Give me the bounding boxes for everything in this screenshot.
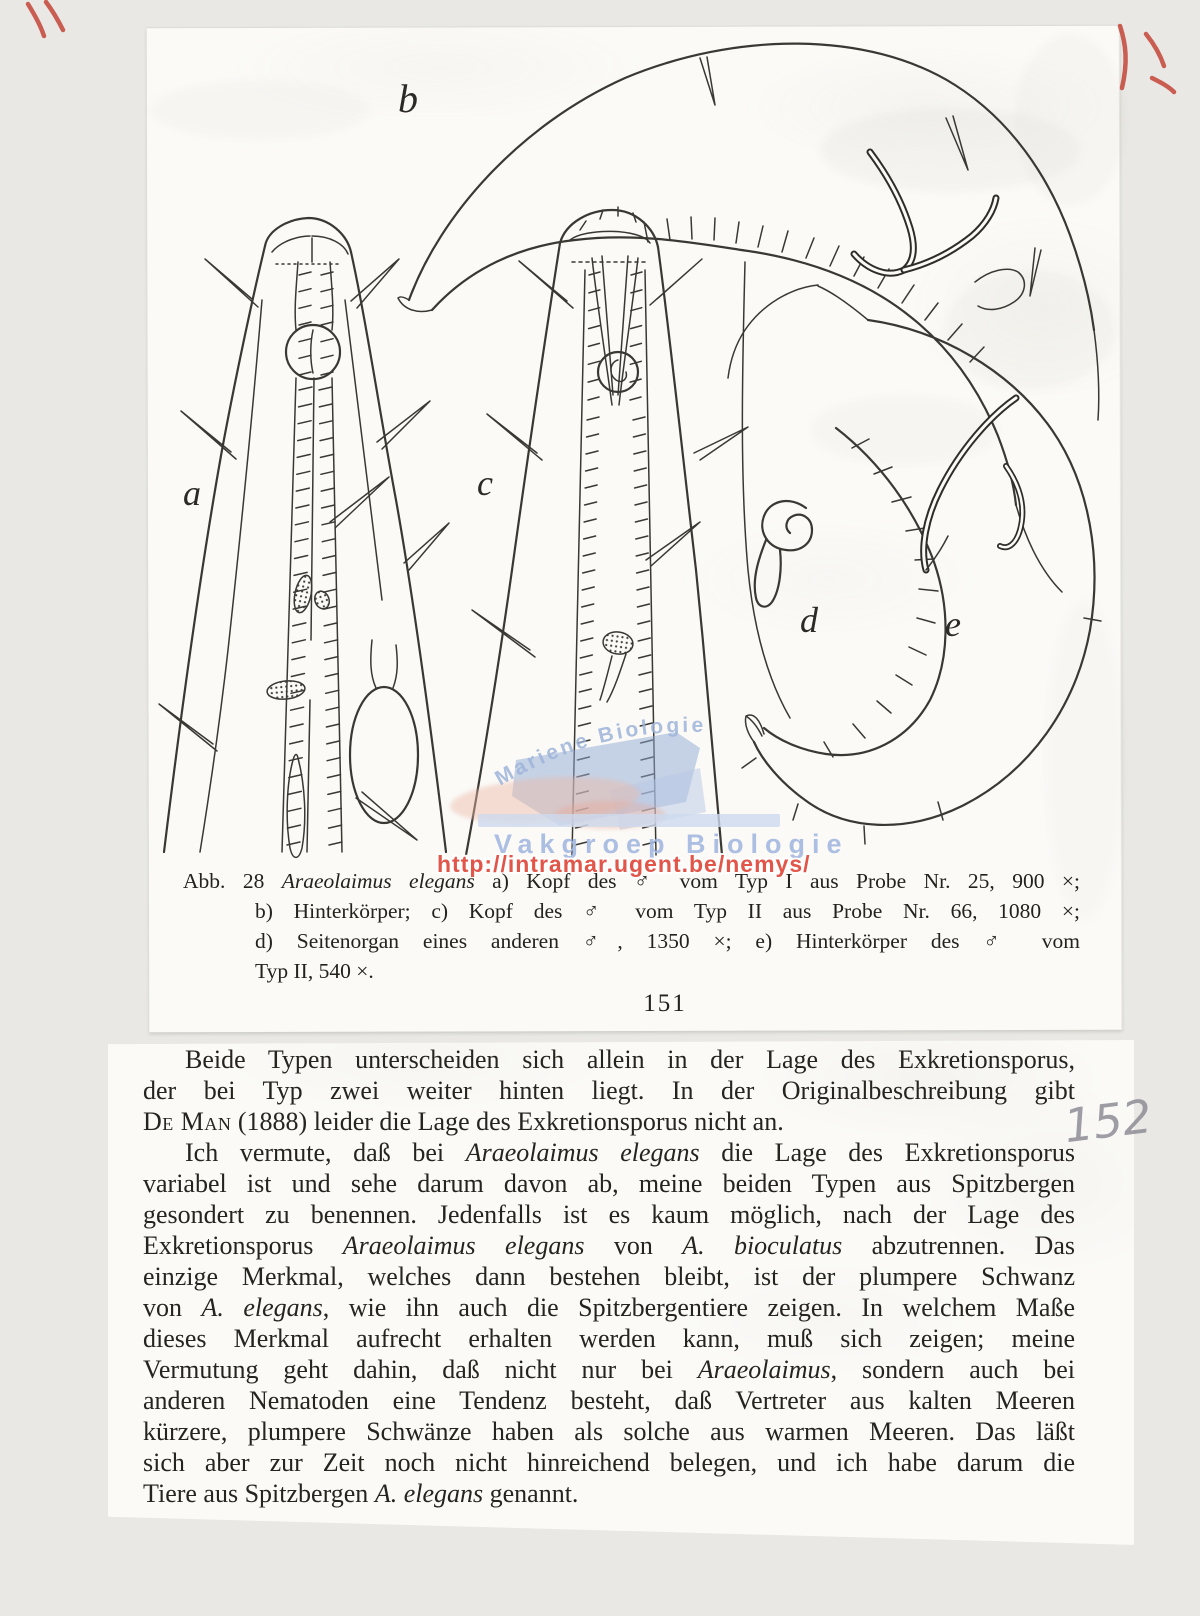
body-line: Ich vermute, daß bei Araeolaimus elegans die Lage des Exkretionsporus [185, 1138, 1075, 1167]
figure-label-d: d [800, 600, 818, 640]
watermark-logo [437, 714, 849, 877]
caption-line: b) Hinterkörper; c) Kopf des ♂ vom Typ II aus Probe Nr. 66, 1080 ×; [255, 899, 1080, 923]
handwritten-page-note: 152 [1061, 1088, 1155, 1154]
body-line: anderen Nematoden eine Tendenz besteht, daß Vertreter aus kalten Meeren [143, 1386, 1075, 1415]
body-line: Beide Typen unterscheiden sich allein in der Lage des Exkretionsporus, [185, 1045, 1075, 1074]
body-line: gesondert zu benennen. Jedenfalls ist es kaum möglich, nach der Lage des [143, 1200, 1075, 1229]
red-ink-marks-top-left [28, 2, 63, 36]
figure-label-e: e [945, 604, 961, 644]
body-line: kürzere, plumpere Schwänze haben als solche aus warmen Meeren. Das läßt [143, 1417, 1075, 1446]
watermark-dept-text: Vakgroep Biologie [494, 829, 849, 859]
body-line: der bei Typ zwei weiter hinten liegt. In der Originalbeschreibung gibt [143, 1076, 1075, 1105]
page-number: 151 [643, 990, 687, 1017]
body-text [143, 1044, 1075, 1509]
caption-line: d) Seitenorgan eines anderen ♂, 1350 ×; e) Hinterkörper des ♂ vom [255, 929, 1080, 953]
body-line: Tiere aus Spitzbergen A. elegans genannt. [143, 1479, 579, 1508]
watermark-arc-text: Mariene Biologie [491, 713, 707, 791]
caption-line: Typ II, 540 ×. [255, 959, 374, 983]
body-line: von A. elegans, wie ihn auch die Spitzbergentiere zeigen. In welchem Maße [143, 1293, 1075, 1322]
red-ink-marks-right-edge [1120, 26, 1174, 92]
body-line: einzige Merkmal, welches dann bestehen bleibt, ist der plumpere Schwanz [143, 1262, 1075, 1291]
body-line: Exkretionsporus Araeolaimus elegans von A. bioculatus abzutrennen. Das [143, 1231, 1075, 1260]
figure-caption [183, 866, 1080, 986]
figure-drawing-d [755, 501, 819, 640]
body-line: dieses Merkmal aufrecht erhalten werden kann, muß sich zeigen; meine [143, 1324, 1075, 1353]
watermark-bar [478, 814, 780, 827]
figure-label-b: b [398, 76, 418, 121]
figure-label-c: c [477, 463, 493, 503]
figure-label-a: a [183, 473, 201, 513]
body-line: variabel ist und sehe darum davon ab, meine beiden Typen aus Spitzbergen [143, 1169, 1075, 1198]
figure-drawing-a [159, 218, 449, 857]
body-line: Vermutung geht dahin, daß nicht nur bei Araeolaimus, sondern auch bei [143, 1355, 1075, 1384]
body-line: sich aber zur Zeit noch nicht hinreichend belegen, und ich habe darum die [143, 1448, 1075, 1477]
body-line: De Man (1888) leider die Lage des Exkretionsporus nicht an. [143, 1107, 784, 1136]
caption-line: Abb. 28 Araeolaimus elegans a) Kopf des ♂ vom Typ I aus Probe Nr. 25, 900 ×; [183, 869, 1080, 893]
watermark-url: http://intramar.ugent.be/nemys/ [437, 851, 811, 877]
